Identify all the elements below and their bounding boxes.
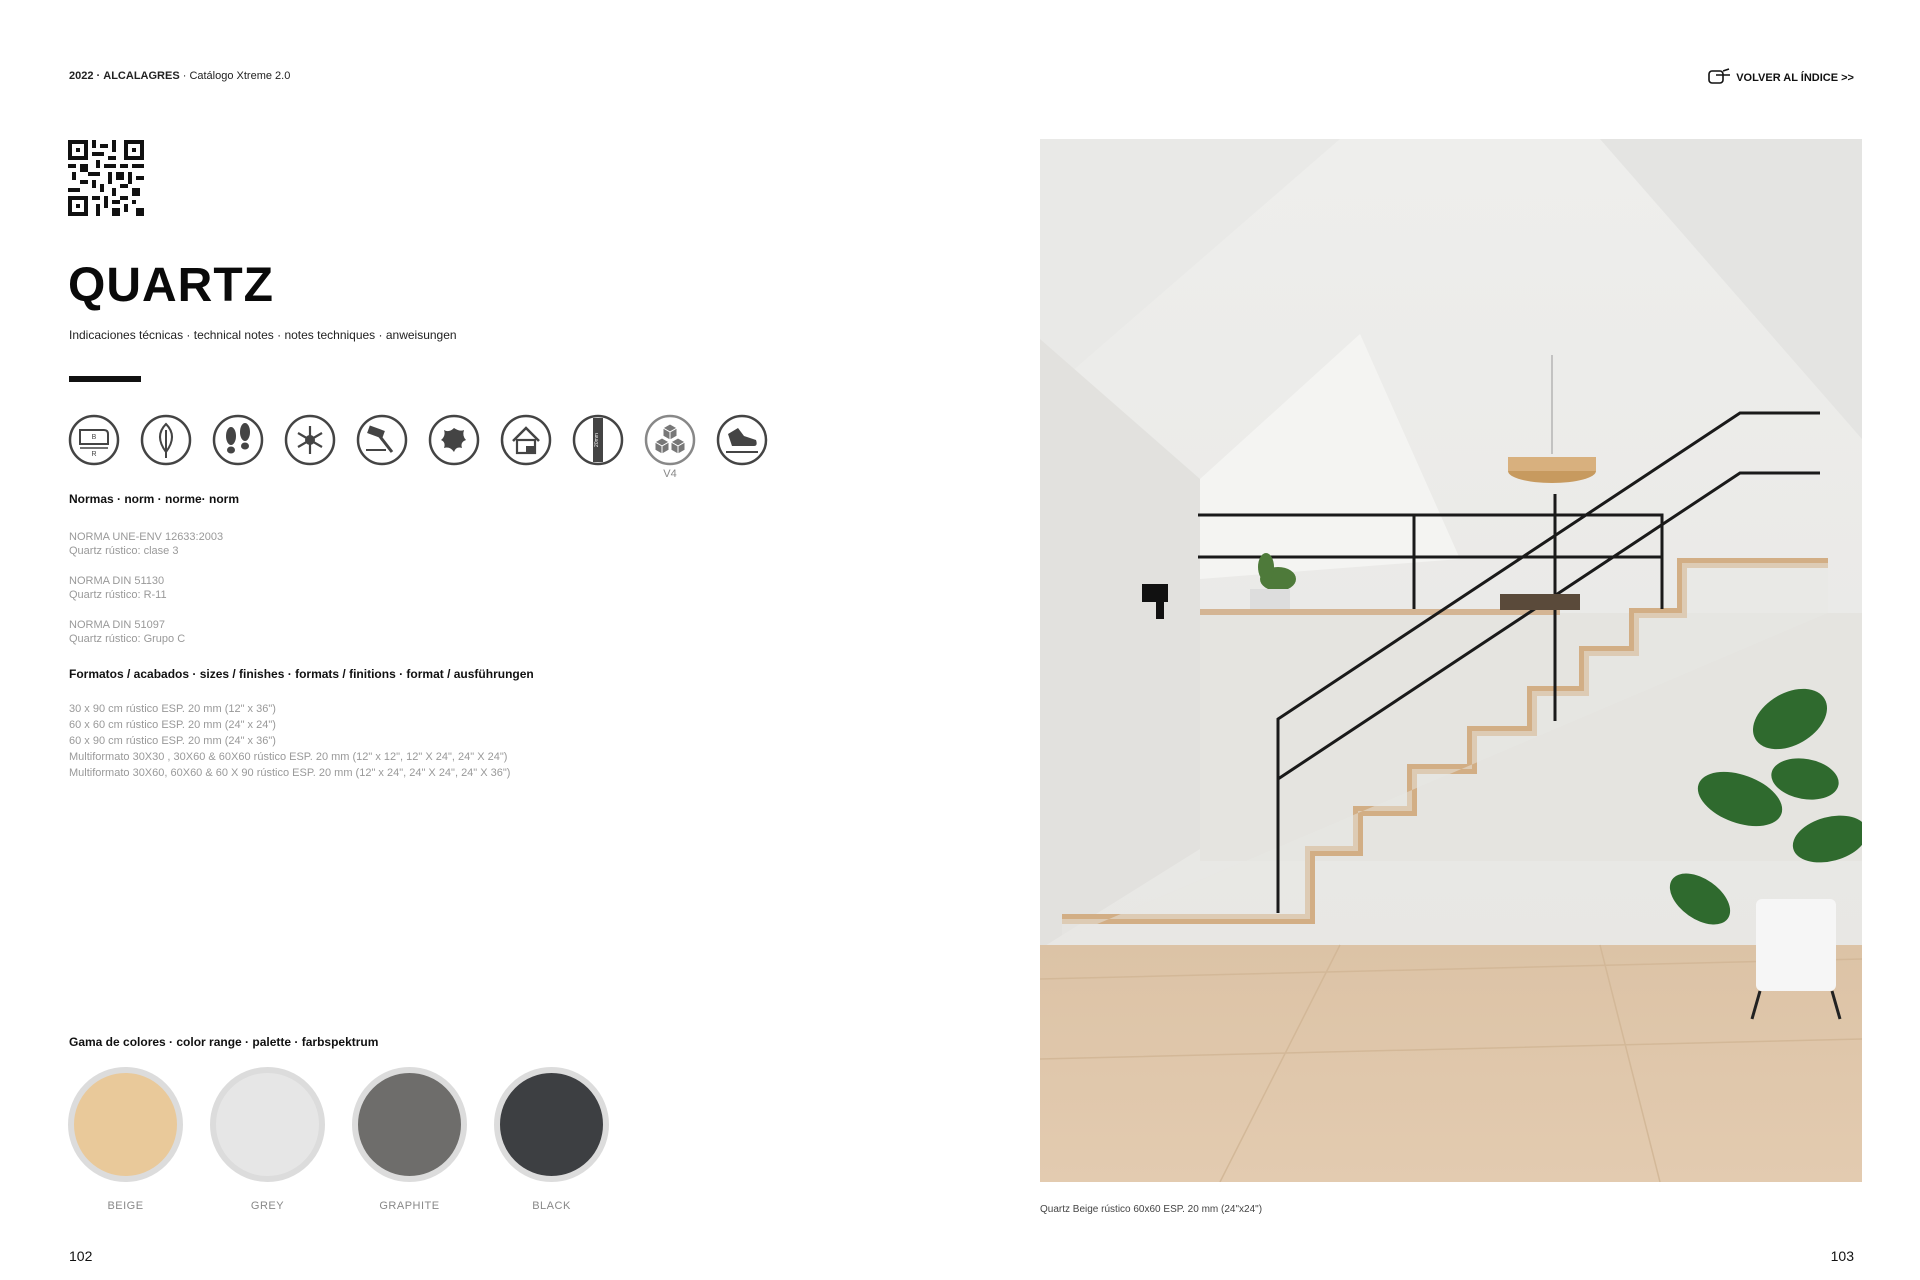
thickness-icon [572, 414, 624, 466]
swatch-circle [494, 1067, 609, 1182]
interior-photo [1040, 139, 1862, 1182]
footprints-icon [212, 414, 264, 466]
technical-notes-subtitle: Indicaciones técnicas · technical notes · notes techniques · anweisungen [69, 328, 457, 342]
header-brand: ALCALAGRES [103, 70, 180, 82]
swatch-label: BLACK [532, 1200, 571, 1212]
svg-text:R: R [91, 451, 97, 458]
leaf-icon [140, 414, 192, 466]
outdoor-house-icon [500, 414, 552, 466]
swatch-circle [352, 1067, 467, 1182]
swatch-beige[interactable] [68, 1067, 183, 1212]
svg-text:B: B [91, 434, 97, 441]
norm-value: Quartz rústico: R-11 [69, 589, 167, 601]
pointing-hand-icon [1706, 66, 1732, 89]
hammer-impact-icon [356, 414, 408, 466]
swatch-label: GRAPHITE [379, 1200, 440, 1212]
format-item: 60 x 60 cm rústico ESP. 20 mm (24" x 24") [69, 719, 276, 731]
norm-standard: NORMA UNE-ENV 12633:2003 [69, 531, 224, 543]
product-title: QUARTZ [68, 259, 274, 312]
page-number-left: 102 [69, 1248, 93, 1264]
norm-standard: NORMA DIN 51130 [69, 575, 165, 587]
swatch-black[interactable] [494, 1067, 609, 1212]
format-item: 60 x 90 cm rústico ESP. 20 mm (24" x 36") [69, 735, 276, 747]
page-number-right: 103 [1830, 1248, 1854, 1264]
norm-item [69, 574, 167, 602]
norm-item [69, 530, 223, 558]
technical-icons-row [68, 414, 768, 480]
stain-icon [428, 414, 480, 466]
back-to-index-link[interactable] [1706, 66, 1854, 89]
qr-code[interactable] [68, 140, 144, 216]
format-item: Multiformato 30X60, 60X60 & 60 X 90 rústico ESP. 20 mm (12" x 24", 24" X 24", 24" X 36") [69, 767, 511, 779]
slip-shoe-icon [716, 414, 768, 466]
svg-text:20mm: 20mm [594, 433, 600, 447]
title-divider [69, 376, 141, 382]
norm-standard: NORMA DIN 51097 [69, 619, 165, 631]
norms-title: Normas · norm · norme· norm [69, 492, 240, 506]
frost-icon [284, 414, 336, 466]
cubes-icon-label: V4 [663, 468, 677, 480]
format-item: Multiformato 30X30 , 30X60 & 60X60 rústico ESP. 20 mm (12" x 12", 12" X 24", 24" X 24") [69, 751, 508, 763]
photo-caption: Quartz Beige rústico 60x60 ESP. 20 mm (24"x24") [1040, 1204, 1263, 1215]
swatch-circle [210, 1067, 325, 1182]
formats-list [69, 701, 510, 781]
norm-value: Quartz rústico: clase 3 [69, 545, 179, 557]
swatch-circle [68, 1067, 183, 1182]
norm-item [69, 618, 185, 646]
swatch-label: BEIGE [107, 1200, 144, 1212]
swatch-grey[interactable] [210, 1067, 325, 1212]
cubes-icon [644, 414, 696, 480]
dimensions-icon [68, 414, 120, 466]
norm-value: Quartz rústico: Grupo C [69, 633, 186, 645]
color-swatches [68, 1067, 609, 1212]
swatch-graphite[interactable] [352, 1067, 467, 1212]
color-range-title: Gama de colores · color range · palette · farbspektrum [69, 1035, 379, 1049]
header-catalog: · Catálogo Xtreme 2.0 [182, 70, 291, 82]
catalog-header [69, 70, 290, 82]
swatch-label: GREY [250, 1200, 285, 1212]
header-year: 2022 · [69, 70, 101, 82]
format-item: 30 x 90 cm rústico ESP. 20 mm (12" x 36") [69, 703, 276, 715]
formats-title: Formatos / acabados · sizes / finishes · formats / finitions · format / ausführungen [69, 667, 534, 681]
back-to-index-label: VOLVER AL ÍNDICE >> [1736, 71, 1854, 84]
